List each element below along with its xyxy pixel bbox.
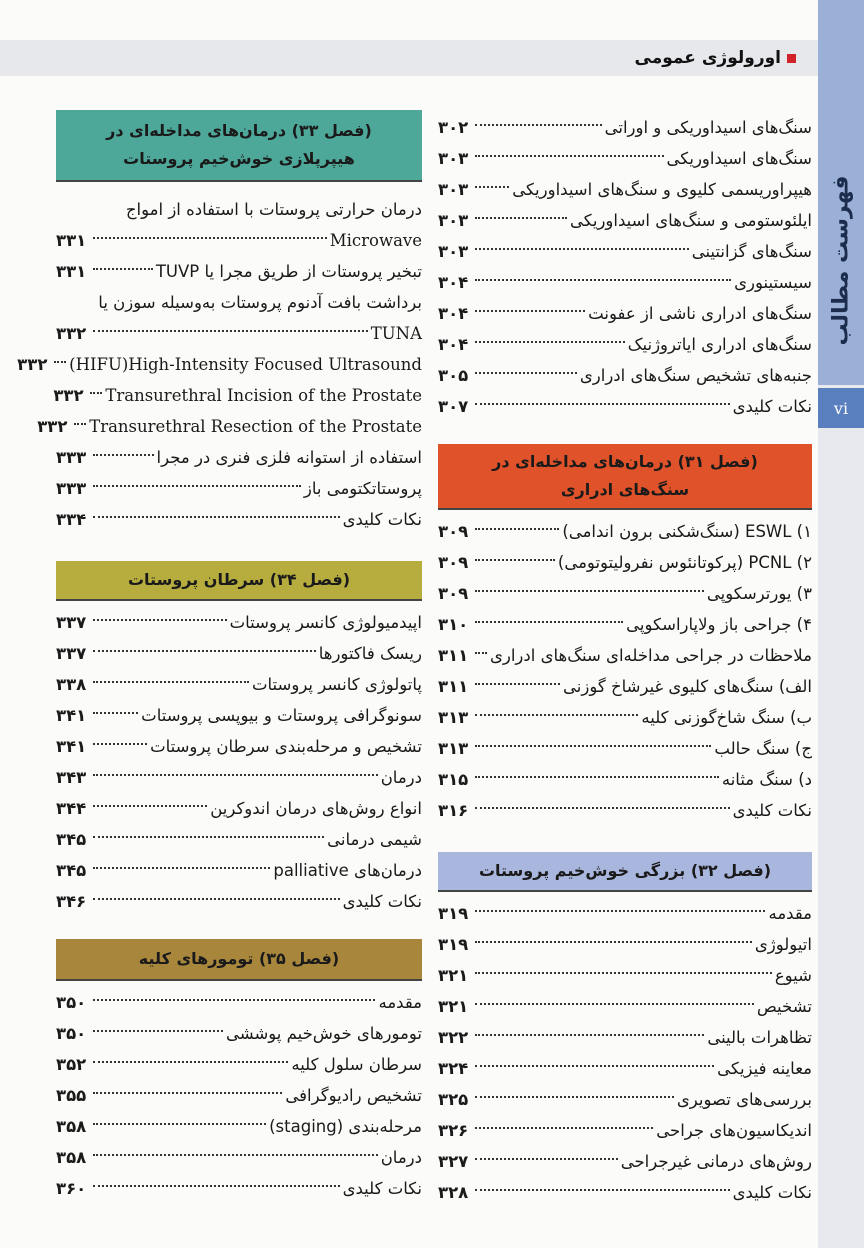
toc-entry-title: ۴) جراحی باز ولاپاراسکوپی bbox=[626, 615, 812, 634]
chapter-34-entries bbox=[56, 607, 422, 917]
dot-leader bbox=[475, 910, 765, 912]
toc-entry-page: ۳۵۰ bbox=[56, 993, 87, 1012]
toc-entry bbox=[438, 1053, 812, 1084]
dot-leader bbox=[93, 1123, 266, 1125]
toc-entry-title: Transurethral Incision of the Prostate bbox=[105, 386, 422, 405]
toc-entry-title: نکات کلیدی bbox=[342, 510, 422, 529]
toc-entry-page: ۳۳۳ bbox=[56, 479, 87, 498]
dot-leader bbox=[475, 372, 577, 374]
side-label-text: فهرست مطالب bbox=[828, 174, 854, 346]
toc-entry-page: ۳۱۱ bbox=[437, 646, 469, 665]
toc-entry bbox=[56, 1018, 422, 1049]
chapter-33-intro-wrap: درمان حرارتی پروستات با استفاده از امواج bbox=[125, 200, 422, 219]
toc-entry-page: ۳۲۶ bbox=[438, 1121, 469, 1140]
dot-leader bbox=[475, 341, 625, 343]
toc-entry bbox=[56, 886, 422, 917]
toc-entry bbox=[56, 1080, 422, 1111]
toc-entry bbox=[438, 929, 812, 960]
toc-entry-page: ۳۳۲ bbox=[56, 324, 87, 343]
chapter-33-list-2 bbox=[17, 318, 422, 535]
dot-leader bbox=[475, 1034, 704, 1036]
toc-entry-page: ۳۶۰ bbox=[56, 1179, 87, 1198]
dot-leader bbox=[475, 155, 664, 157]
chapter-34-line1: (فصل ۳۴) سرطان پروستات bbox=[127, 570, 351, 589]
toc-entry bbox=[438, 1084, 812, 1115]
toc-entry-page: ۳۰۹ bbox=[438, 584, 469, 603]
toc-entry bbox=[438, 547, 812, 578]
toc-entry bbox=[56, 225, 422, 256]
toc-entry-title: مقدمه bbox=[378, 993, 422, 1012]
page-number: vi bbox=[818, 388, 864, 428]
toc-entry-title: اپیدمیولوژی کانسر پروستات bbox=[229, 613, 422, 632]
toc-entry-title: مقدمه bbox=[768, 904, 812, 923]
toc-entry bbox=[438, 391, 812, 422]
toc-entry-title: انواع روش‌های درمان اندوکرین bbox=[210, 799, 422, 818]
toc-entry-page: ۳۳۱ bbox=[56, 231, 87, 250]
toc-entry-title: سنگ‌های گزانتینی bbox=[691, 242, 812, 261]
dot-leader bbox=[475, 714, 638, 716]
toc-entry-page: ۳۰۳ bbox=[438, 211, 469, 230]
header-title-text: اورولوژی عمومی bbox=[634, 48, 781, 68]
toc-entry-page: ۳۱۹ bbox=[438, 904, 469, 923]
dot-leader bbox=[93, 681, 249, 683]
toc-entry-title: ملاحظات در جراحی مداخله‌ای سنگ‌های ادراری bbox=[489, 646, 812, 665]
toc-entry-title: الف) سنگ‌های کلیوی غیرشاخ گوزنی bbox=[563, 677, 812, 696]
toc-entry bbox=[438, 898, 812, 929]
toc-entry bbox=[56, 669, 422, 700]
toc-entry-title: سنگ‌های ادراری ایاتروژنیک bbox=[627, 335, 812, 354]
dot-leader bbox=[475, 528, 559, 530]
toc-entry-title: مرحله‌بندی (staging) bbox=[269, 1117, 422, 1136]
dot-leader bbox=[475, 941, 752, 943]
toc-entry bbox=[438, 360, 812, 391]
toc-entry-title: هیپراوریسمی کلیوی و سنگ‌های اسیداوریکی bbox=[512, 180, 812, 199]
toc-entry-page: ۳۰۳ bbox=[438, 149, 469, 168]
dot-leader bbox=[93, 1030, 223, 1032]
toc-entry-page: ۳۱۶ bbox=[438, 801, 469, 820]
chapter-33-header bbox=[56, 110, 422, 182]
header-title bbox=[635, 48, 796, 68]
toc-entry bbox=[56, 318, 422, 349]
dot-leader bbox=[93, 650, 316, 652]
chapter-31-line2: سنگ‌های ادراری bbox=[560, 480, 690, 499]
toc-entry-title: جنبه‌های تشخیص سنگ‌های ادراری bbox=[579, 366, 812, 385]
toc-entry-page: ۳۱۹ bbox=[438, 935, 469, 954]
toc-entry-page: ۳۰۹ bbox=[438, 553, 469, 572]
toc-entry-title: درمان bbox=[380, 768, 422, 787]
toc-entry-page: ۳۳۷ bbox=[56, 613, 87, 632]
dot-leader bbox=[93, 485, 301, 487]
right-column bbox=[438, 112, 812, 1208]
toc-entry-title: (HIFU)High-Intensity Focused Ultrasound bbox=[69, 355, 422, 374]
dot-leader bbox=[93, 867, 270, 869]
dot-leader bbox=[475, 248, 689, 250]
chapter-35-header bbox=[56, 939, 422, 981]
toc-entry-page: ۳۱۳ bbox=[438, 739, 469, 758]
chapter-31-header bbox=[438, 444, 812, 510]
chapter-33-wrap-2: برداشت بافت آدنوم پروستات به‌وسیله سوزن یا bbox=[98, 293, 422, 312]
toc-entry-page: ۳۰۲ bbox=[438, 118, 469, 137]
toc-entry-title: نکات کلیدی bbox=[732, 1183, 812, 1202]
toc-entry-page: ۳۴۱ bbox=[56, 706, 87, 725]
toc-entry-title: استفاده از استوانه فلزی فنری در مجرا bbox=[156, 448, 422, 467]
toc-entry-page: ۳۳۷ bbox=[56, 644, 87, 663]
toc-entry bbox=[56, 731, 422, 762]
toc-entry-title: ۳) یورترسکوپی bbox=[706, 584, 812, 603]
dot-leader bbox=[93, 1092, 282, 1094]
toc-entry bbox=[438, 702, 812, 733]
toc-entry-page: ۳۲۵ bbox=[438, 1090, 469, 1109]
dot-leader bbox=[475, 745, 711, 747]
toc-entry bbox=[438, 174, 812, 205]
dot-leader bbox=[93, 1185, 340, 1187]
toc-entry bbox=[438, 1177, 812, 1208]
toc-entry-title: تومورهای خوش‌خیم پوششی bbox=[225, 1024, 422, 1043]
toc-entry-title: شیمی درمانی bbox=[327, 830, 422, 849]
dot-leader bbox=[475, 652, 487, 654]
chapter-33-line2: هیپرپلازی خوش‌خیم پروستات bbox=[123, 149, 355, 168]
header-bullet-icon bbox=[787, 54, 796, 63]
toc-entry-title: اتیولوژی bbox=[754, 935, 812, 954]
toc-entry-title: نکات کلیدی bbox=[342, 1179, 422, 1198]
chapter-33-list-1 bbox=[56, 225, 422, 287]
toc-entry bbox=[56, 1111, 422, 1142]
toc-entry-page: ۳۰۵ bbox=[438, 366, 469, 385]
dot-leader bbox=[475, 310, 585, 312]
toc-entry bbox=[56, 855, 422, 886]
toc-entry-page: ۳۴۴ bbox=[56, 799, 87, 818]
toc-entry-title: شیوع bbox=[774, 966, 812, 985]
toc-entry-title: تبخیر پروستات از طریق مجرا یا TUVP bbox=[155, 262, 422, 281]
toc-entry-page: ۳۰۷ bbox=[438, 397, 469, 416]
toc-entry-title: پاتولوژی کانسر پروستات bbox=[252, 675, 422, 694]
toc-entry bbox=[438, 960, 812, 991]
toc-entry-page: ۳۳۳ bbox=[56, 448, 87, 467]
dot-leader bbox=[74, 423, 86, 425]
toc-entry bbox=[438, 329, 812, 360]
toc-entry-title: سنگ‌های اسیداوریکی bbox=[666, 149, 812, 168]
toc-entry-page: ۳۱۵ bbox=[438, 770, 469, 789]
toc-entry bbox=[56, 1049, 422, 1080]
dot-leader bbox=[475, 683, 560, 685]
toc-entry-title: سیستینوری bbox=[734, 273, 812, 292]
toc-entry bbox=[438, 733, 812, 764]
toc-entry-page: ۳۰۳ bbox=[438, 242, 469, 261]
toc-entry bbox=[56, 638, 422, 669]
toc-entry-page: ۳۴۱ bbox=[56, 737, 87, 756]
dot-leader bbox=[93, 805, 207, 807]
toc-entry-page: ۳۲۸ bbox=[438, 1183, 469, 1202]
toc-entry-title: معاینه فیزیکی bbox=[717, 1059, 812, 1078]
chapter-32-header bbox=[438, 852, 812, 892]
chapter-31-entries bbox=[438, 516, 812, 826]
toc-entry-page: ۳۲۴ bbox=[438, 1059, 469, 1078]
toc-entry-title: پروستاتکتومی باز bbox=[303, 479, 422, 498]
toc-entry-title: درمان‌های palliative bbox=[273, 861, 422, 880]
toc-entry-page: ۳۰۹ bbox=[438, 522, 469, 541]
toc-entry-page: ۳۰۴ bbox=[438, 304, 469, 323]
toc-entry-page: ۳۳۲ bbox=[17, 355, 48, 374]
toc-entry-title: ۲) PCNL (پرکوتانئوس نفرولیتوتومی) bbox=[557, 553, 812, 572]
dot-leader bbox=[93, 743, 147, 745]
toc-entry bbox=[438, 795, 812, 826]
toc-entry-page: ۳۲۷ bbox=[438, 1152, 469, 1171]
toc-entry bbox=[56, 987, 422, 1018]
toc-entry-title: نکات کلیدی bbox=[732, 801, 812, 820]
toc-entry-page: ۳۳۱ bbox=[56, 262, 87, 281]
toc-entry-title: TUNA bbox=[370, 324, 422, 343]
dot-leader bbox=[475, 972, 772, 974]
toc-entry bbox=[438, 143, 812, 174]
dot-leader bbox=[93, 774, 378, 776]
dot-leader bbox=[475, 1003, 754, 1005]
toc-entry bbox=[53, 380, 422, 411]
toc-entry-title: ب) سنگ شاخ‌گوزنی کلیه bbox=[641, 708, 812, 727]
dot-leader bbox=[475, 1065, 714, 1067]
toc-entry bbox=[56, 793, 422, 824]
toc-entry-page: ۳۵۵ bbox=[56, 1086, 87, 1105]
toc-entry bbox=[438, 640, 812, 671]
dot-leader bbox=[475, 1096, 674, 1098]
toc-entry bbox=[438, 267, 812, 298]
side-section-label bbox=[818, 160, 864, 360]
toc-entry bbox=[438, 112, 812, 143]
toc-entry-page: ۳۲۱ bbox=[438, 966, 469, 985]
dot-leader bbox=[475, 124, 602, 126]
toc-entry bbox=[37, 411, 422, 442]
dot-leader bbox=[475, 1158, 618, 1160]
dot-leader bbox=[475, 590, 704, 592]
toc-entry-page: ۳۳۸ bbox=[56, 675, 87, 694]
toc-entry-title: سرطان سلول کلیه bbox=[291, 1055, 422, 1074]
toc-entry-title: ریسک فاکتورها bbox=[318, 644, 422, 663]
toc-entry-page: ۳۲۱ bbox=[438, 997, 469, 1016]
toc-entry-page: ۳۳۴ bbox=[56, 510, 87, 529]
top-entries bbox=[438, 112, 812, 422]
toc-entry bbox=[438, 205, 812, 236]
toc-entry-title: روش‌های درمانی غیرجراحی bbox=[620, 1152, 812, 1171]
toc-entry-page: ۳۵۲ bbox=[56, 1055, 87, 1074]
toc-entry bbox=[17, 349, 422, 380]
toc-entry bbox=[56, 504, 422, 535]
left-column bbox=[17, 110, 422, 1204]
header-bar bbox=[0, 40, 818, 76]
dot-leader bbox=[90, 392, 102, 394]
toc-entry bbox=[56, 700, 422, 731]
toc-entry-page: ۳۴۵ bbox=[56, 861, 87, 880]
toc-entry-title: ج) سنگ حالب bbox=[714, 739, 812, 758]
toc-entry bbox=[438, 578, 812, 609]
dot-leader bbox=[475, 1127, 653, 1129]
toc-entry-title: سونوگرافی پروستات و بیوپسی پروستات bbox=[141, 706, 422, 725]
dot-leader bbox=[93, 1154, 378, 1156]
toc-entry-page: ۳۳۲ bbox=[37, 417, 68, 436]
toc-entry-title: ۱) ESWL (سنگ‌شکنی برون اندامی) bbox=[562, 522, 812, 541]
toc-entry bbox=[438, 1146, 812, 1177]
dot-leader bbox=[475, 621, 623, 623]
toc-entry-title: تشخیص و مرحله‌بندی سرطان پروستات bbox=[150, 737, 422, 756]
toc-entry-page: ۳۰۴ bbox=[438, 335, 469, 354]
dot-leader bbox=[93, 237, 327, 239]
dot-leader bbox=[475, 217, 567, 219]
toc-entry bbox=[438, 671, 812, 702]
toc-entry-title: Microwave bbox=[329, 231, 422, 250]
toc-entry-title: سنگ‌های اسیداوریکی و اوراتی bbox=[604, 118, 812, 137]
dot-leader bbox=[93, 619, 227, 621]
toc-entry-title: ایلئوستومی و سنگ‌های اسیداوریکی bbox=[569, 211, 812, 230]
dot-leader bbox=[93, 268, 153, 270]
chapter-35-entries bbox=[56, 987, 422, 1204]
toc-entry bbox=[438, 991, 812, 1022]
dot-leader bbox=[475, 186, 509, 188]
toc-entry-title: نکات کلیدی bbox=[342, 892, 422, 911]
dot-leader bbox=[475, 403, 730, 405]
toc-entry-title: د) سنگ مثانه bbox=[721, 770, 812, 789]
chapter-33-line1: (فصل ۳۳) درمان‌های مداخله‌ای در bbox=[106, 121, 372, 140]
chapter-35-line1: (فصل ۳۵) تومورهای کلیه bbox=[138, 949, 340, 968]
toc-entry bbox=[438, 764, 812, 795]
toc-entry-page: ۳۵۸ bbox=[56, 1148, 87, 1167]
toc-entry-page: ۳۴۳ bbox=[56, 768, 87, 787]
dot-leader bbox=[93, 836, 324, 838]
toc-entry bbox=[438, 516, 812, 547]
toc-entry bbox=[56, 824, 422, 855]
toc-entry-title: Transurethral Resection of the Prostate bbox=[89, 417, 422, 436]
toc-entry-page: ۳۵۸ bbox=[56, 1117, 87, 1136]
toc-entry bbox=[438, 609, 812, 640]
toc-entry-page: ۳۱۰ bbox=[438, 615, 469, 634]
dot-leader bbox=[93, 898, 340, 900]
chapter-32-entries bbox=[438, 898, 812, 1208]
toc-entry-page: ۳۳۲ bbox=[53, 386, 84, 405]
toc-entry-page: ۳۵۰ bbox=[56, 1024, 87, 1043]
toc-entry bbox=[438, 1115, 812, 1146]
dot-leader bbox=[475, 1189, 730, 1191]
toc-entry-title: تشخیص رادیوگرافی bbox=[285, 1086, 422, 1105]
toc-entry bbox=[56, 1173, 422, 1204]
toc-entry-page: ۳۴۶ bbox=[56, 892, 87, 911]
chapter-34-header bbox=[56, 561, 422, 601]
toc-entry-page: ۳۲۲ bbox=[438, 1028, 469, 1047]
toc-entry-page: ۳۱۳ bbox=[438, 708, 469, 727]
chapter-31-line1: (فصل ۳۱) درمان‌های مداخله‌ای در bbox=[492, 452, 758, 471]
toc-entry bbox=[438, 1022, 812, 1053]
toc-entry-page: ۳۱۱ bbox=[438, 677, 469, 696]
dot-leader bbox=[475, 807, 730, 809]
toc-entry bbox=[56, 442, 422, 473]
toc-entry bbox=[56, 1142, 422, 1173]
dot-leader bbox=[54, 361, 66, 363]
dot-leader bbox=[475, 776, 719, 778]
dot-leader bbox=[93, 516, 340, 518]
toc-entry bbox=[56, 473, 422, 504]
dot-leader bbox=[93, 999, 375, 1001]
chapter-32-line1: (فصل ۳۲) بزرگی خوش‌خیم پروستات bbox=[478, 861, 772, 880]
toc-entry-title: نکات کلیدی bbox=[732, 397, 812, 416]
toc-entry-title: درمان bbox=[380, 1148, 422, 1167]
toc-entry bbox=[56, 256, 422, 287]
toc-entry-page: ۳۰۴ bbox=[438, 273, 469, 292]
dot-leader bbox=[93, 330, 368, 332]
toc-entry bbox=[56, 607, 422, 638]
toc-entry-title: بررسی‌های تصویری bbox=[676, 1090, 812, 1109]
toc-entry bbox=[438, 298, 812, 329]
dot-leader bbox=[475, 559, 555, 561]
toc-entry bbox=[438, 236, 812, 267]
dot-leader bbox=[475, 279, 731, 281]
dot-leader bbox=[93, 712, 138, 714]
toc-entry-title: اندیکاسیون‌های جراحی bbox=[656, 1121, 812, 1140]
toc-entry-title: تشخیص bbox=[756, 997, 812, 1016]
toc-entry-page: ۳۴۵ bbox=[56, 830, 87, 849]
toc-entry-title: سنگ‌های ادراری ناشی از عفونت bbox=[588, 304, 812, 323]
dot-leader bbox=[93, 1061, 288, 1063]
toc-entry-title: تظاهرات بالینی bbox=[707, 1028, 812, 1047]
dot-leader bbox=[93, 454, 154, 456]
toc-entry-page: ۳۰۳ bbox=[438, 180, 469, 199]
chapter-33-entries bbox=[17, 194, 422, 535]
toc-entry bbox=[56, 762, 422, 793]
